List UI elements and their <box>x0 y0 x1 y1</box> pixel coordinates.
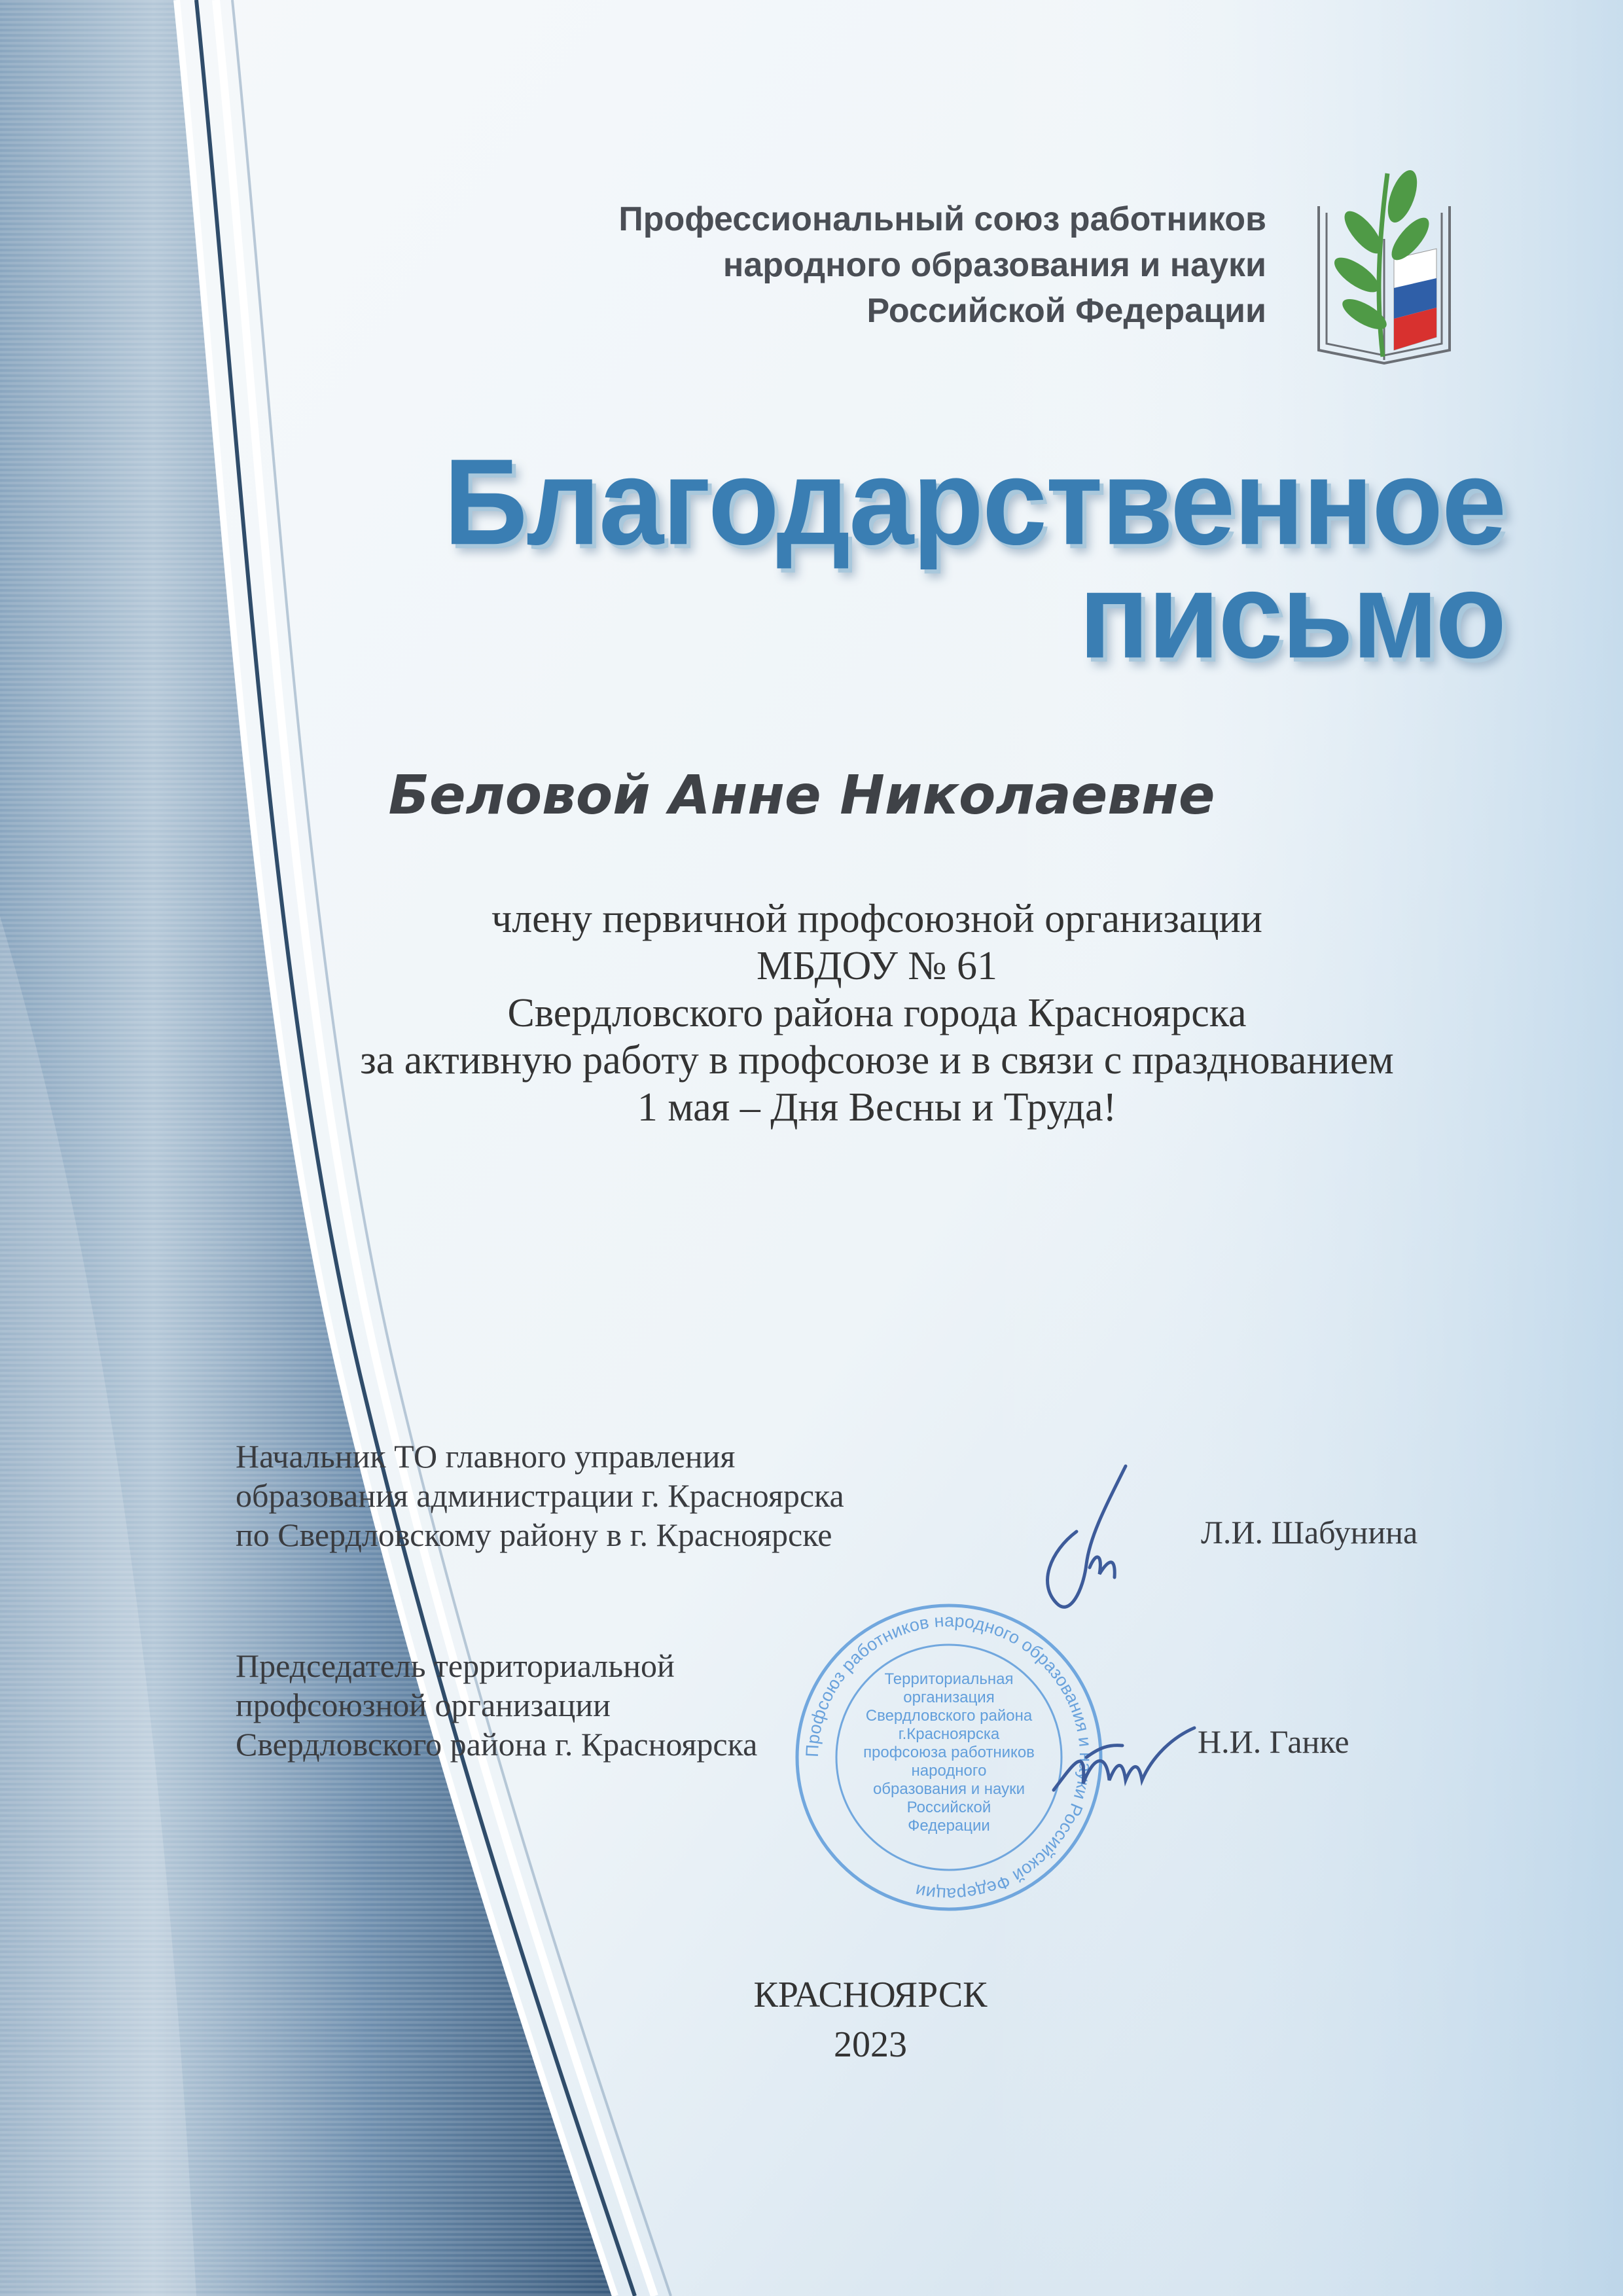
trade-union-sprout-book-logo <box>1306 160 1463 370</box>
stamp-text-line: г.Красноярска <box>898 1725 1000 1743</box>
body-line: 1 мая – Дня Весны и Труда! <box>637 1085 1117 1130</box>
handwritten-signature-2 <box>1047 1718 1198 1810</box>
body-line: за активную работу в профсоюзе и в связи с празднованием <box>360 1038 1394 1083</box>
stamp-text-line: профсоюза работников <box>863 1744 1035 1761</box>
body-text <box>196 895 1558 1131</box>
signatory-2-name: Н.И. Ганке <box>1198 1723 1349 1760</box>
footer <box>589 1970 1152 2070</box>
org-header-line: народного образования и науки <box>722 246 1266 284</box>
signatory-1-title <box>236 1437 1021 1554</box>
footer-year: 2023 <box>834 2024 907 2065</box>
signatory-1-name: Л.И. Шабунина <box>1201 1514 1418 1551</box>
signatory-title-line: образования администрации г. Красноярска <box>236 1477 844 1514</box>
handwritten-signature-1 <box>1011 1453 1162 1623</box>
title-line: Благодарственное <box>444 433 1505 571</box>
stamp-text-line: организация <box>903 1689 995 1706</box>
signatory-title-line: Председатель территориальной <box>236 1647 675 1684</box>
signatory-title-line: Свердловского района г. Красноярска <box>236 1726 758 1763</box>
title-line: письмо <box>1079 547 1505 684</box>
stamp-text-line: Российской <box>906 1799 991 1816</box>
footer-city: КРАСНОЯРСК <box>753 1975 988 2015</box>
signatory-title-line: по Свердловскому району в г. Красноярске <box>236 1516 832 1553</box>
stamp-ring-text: Профсоюз работников народного образования и науки Российской Федерации <box>802 1610 1096 1905</box>
body-line: МБДОУ № 61 <box>756 944 997 988</box>
stamp-text-line: Свердловского района <box>865 1707 1033 1725</box>
stamp-text-line: Территориальная <box>884 1670 1014 1688</box>
body-line: члену первичной профсоюзной организации <box>491 897 1262 941</box>
stamp-text-line: образования и науки <box>872 1780 1026 1798</box>
stamp-text-line: Федерации <box>908 1817 990 1835</box>
document-title <box>262 433 1505 684</box>
recipient-name: Беловой Анне Николаевне <box>388 764 1215 827</box>
signatory-title-line: профсоюзной организации <box>236 1687 611 1723</box>
body-line: Свердловского района города Красноярска <box>507 991 1247 1035</box>
stamp-text-line: народного <box>911 1762 987 1780</box>
signatory-title-line: Начальник ТО главного управления <box>236 1438 736 1475</box>
org-header-line: Российской Федерации <box>866 292 1266 330</box>
org-header <box>612 196 1266 334</box>
org-header-line: Профессиональный союз работников <box>618 200 1266 238</box>
